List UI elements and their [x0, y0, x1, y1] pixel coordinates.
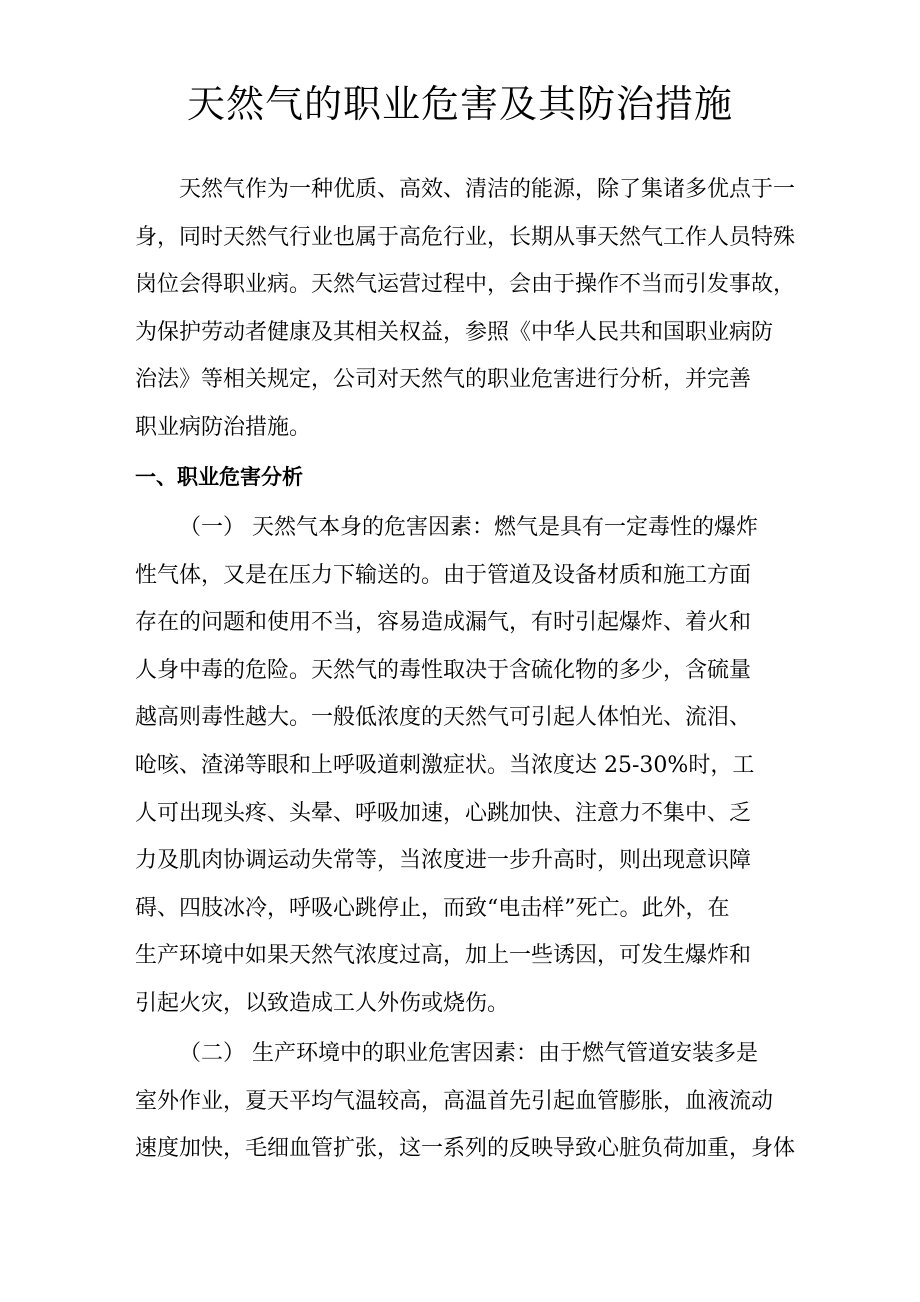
- paragraph-line: （一） 天然气本身的危害因素：燃气是具有一定毒性的爆炸: [179, 515, 758, 540]
- paragraph-line: 人可出现头疼、头晕、呼吸加速，心跳加快、注意力不集中、乏: [135, 800, 752, 826]
- intro-paragraph: [135, 166, 796, 452]
- paragraph-line: 身，同时天然气行业也属于高危行业，长期从事天然气工作人员特殊: [135, 224, 796, 250]
- paragraph-line: 天然气作为一种优质、高效、清洁的能源，除了集诸多优点于一: [179, 177, 796, 202]
- paragraph-line: 引起火灾，以致造成工人外伤或烧伤。: [135, 990, 510, 1016]
- hazard-item-1-paragraph: [135, 504, 785, 1028]
- section-heading: 一、职业危害分析: [135, 465, 303, 489]
- paragraph-line: （二） 生产环境中的职业危害因素：由于燃气管道安装多是: [179, 1041, 758, 1066]
- paragraph-line: 性气体，又是在压力下输送的。由于管道及设备材质和施工方面: [135, 562, 752, 588]
- paragraph-line: 岗位会得职业病。天然气运营过程中，会由于操作不当而引发事故，: [135, 272, 796, 298]
- paragraph-line: 治法》等相关规定，公司对天然气的职业危害进行分析，并完善: [135, 367, 752, 393]
- paragraph-line: 呛咳、渣涕等眼和上呼吸道刺激症状。当浓度达 25-30%时，工: [135, 752, 755, 778]
- paragraph-line: 碍、四肢冰冷，呼吸心跳停止，而致“电击样”死亡。此外，在: [135, 895, 730, 921]
- paragraph-line: 室外作业，夏天平均气温较高，高温首先引起血管膨胀，血液流动: [135, 1088, 774, 1114]
- paragraph-line: 越高则毒性越大。一般低浓度的天然气可引起人体怕光、流泪、: [135, 705, 752, 731]
- document-title: 天然气的职业危害及其防治措施: [186, 82, 733, 126]
- paragraph-line: 存在的问题和使用不当，容易造成漏气，有时引起爆炸、着火和: [135, 610, 752, 636]
- paragraph-line: 生产环境中如果天然气浓度过高，加上一些诱因，可发生爆炸和: [135, 943, 752, 969]
- paragraph-line: 人身中毒的危险。天然气的毒性取决于含硫化物的多少，含硫量: [135, 657, 752, 683]
- paragraph-line: 为保护劳动者健康及其相关权益，参照《中华人民共和国职业病防: [135, 319, 774, 345]
- paragraph-line: 力及肌肉协调运动失常等，当浓度进一步升高时，则出现意识障: [135, 848, 752, 874]
- hazard-item-2-paragraph: [135, 1030, 796, 1173]
- paragraph-line: 职业病防治措施。: [135, 414, 312, 440]
- paragraph-line: 速度加快，毛细血管扩张，这一系列的反映导致心脏负荷加重，身体: [135, 1136, 796, 1162]
